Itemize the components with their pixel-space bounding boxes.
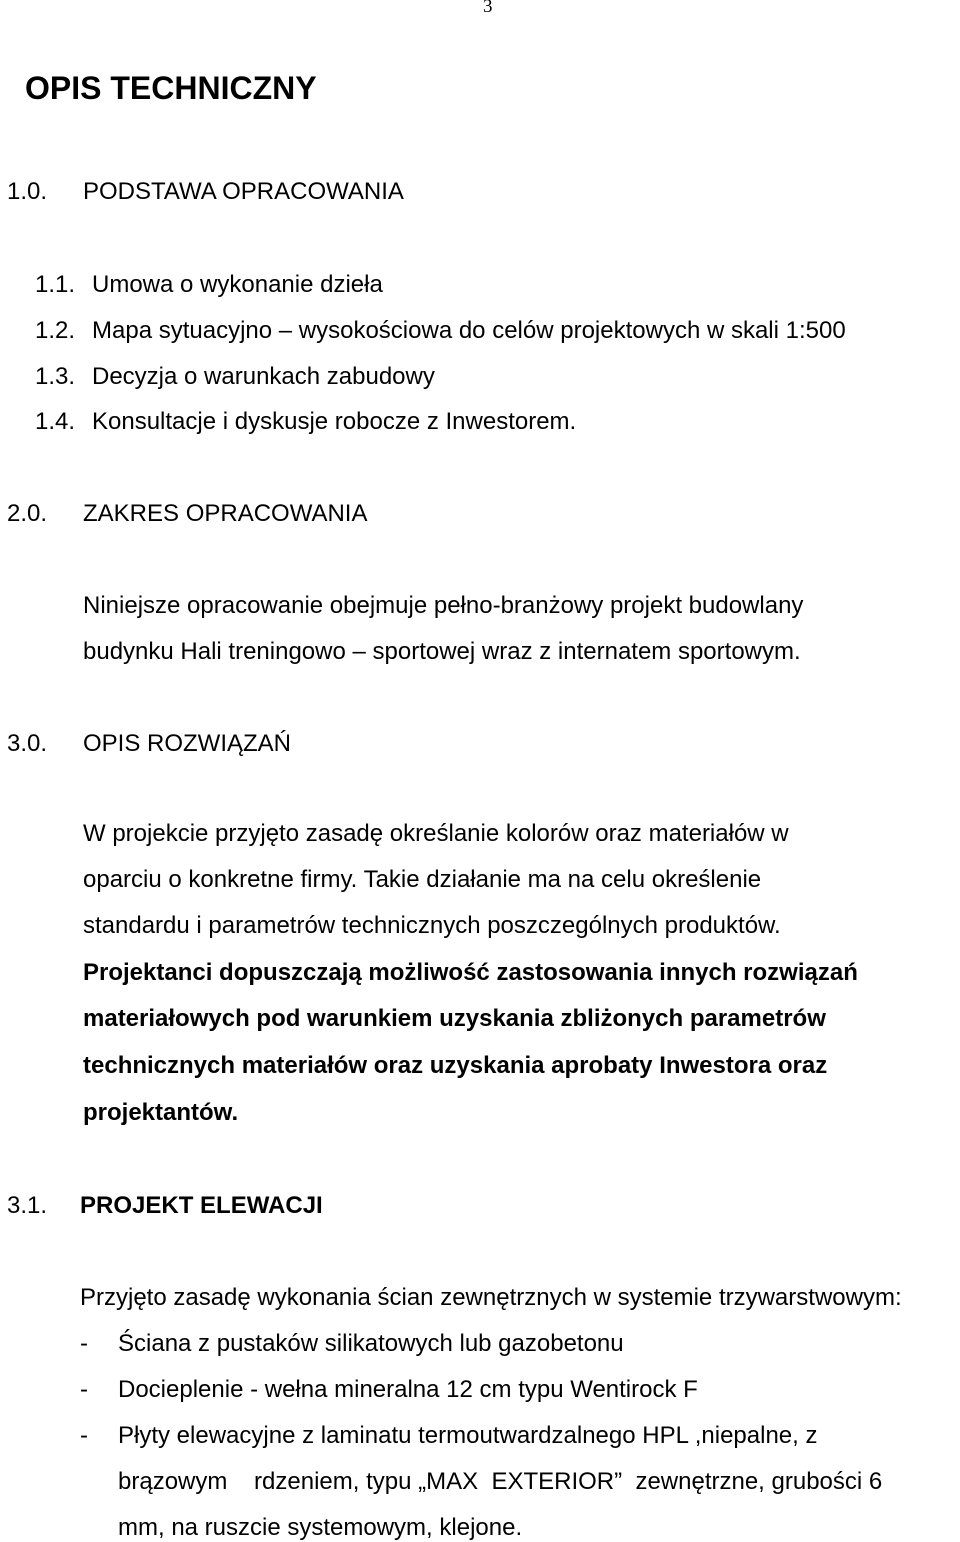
list-item-number: 1.2. <box>35 317 76 344</box>
section-number: 2.0. <box>7 500 48 527</box>
bullet-continuation: mm, na ruszcie systemowym, klejone. <box>118 1514 523 1541</box>
bold-paragraph-line: Projektanci dopuszczają możliwość zastosowania innych rozwiązań <box>83 959 858 986</box>
paragraph-line: Przyjęto zasadę wykonania ścian zewnętrznych w systemie trzywarstwowym: <box>80 1284 902 1311</box>
list-item-number: 1.4. <box>35 408 76 435</box>
list-item-text: Decyzja o warunkach zabudowy <box>92 363 435 390</box>
list-item-text: Konsultacje i dyskusje robocze z Inwestorem. <box>92 408 577 435</box>
paragraph-line: W projekcie przyjęto zasadę określanie kolorów oraz materiałów w <box>83 820 789 847</box>
list-item-text: Umowa o wykonanie dzieła <box>92 271 383 298</box>
section-number: 1.0. <box>7 178 48 205</box>
section-heading: PODSTAWA OPRACOWANIA <box>83 178 404 205</box>
bullet-dash: - <box>80 1330 88 1357</box>
bullet-text: Ściana z pustaków silikatowych lub gazobetonu <box>118 1330 624 1357</box>
bold-paragraph-line: technicznych materiałów oraz uzyskania aprobaty Inwestora oraz <box>83 1052 828 1079</box>
list-item-text: Mapa sytuacyjno – wysokościowa do celów projektowych w skali 1:500 <box>92 317 846 344</box>
section-heading: ZAKRES OPRACOWANIA <box>83 500 368 527</box>
paragraph-line: oparciu o konkretne firmy. Takie działanie ma na celu określenie <box>83 866 762 893</box>
bullet-text: Docieplenie - wełna mineralna 12 cm typu Wentirock F <box>118 1376 698 1403</box>
bullet-text: Płyty elewacyjne z laminatu termoutwardzalnego HPL ,niepalne, z <box>118 1422 818 1449</box>
page-number: 3 <box>483 0 493 17</box>
bullet-dash: - <box>80 1422 88 1449</box>
paragraph-line: budynku Hali treningowo – sportowej wraz z internatem sportowym. <box>83 638 801 665</box>
list-item-number: 1.3. <box>35 363 76 390</box>
paragraph-line: standardu i parametrów technicznych poszczególnych produktów. <box>83 912 781 939</box>
section-heading: OPIS ROZWIĄZAŃ <box>83 730 292 757</box>
section-number: 3.1. <box>7 1192 48 1219</box>
document-title: OPIS TECHNICZNY <box>25 70 317 106</box>
list-item-number: 1.1. <box>35 271 76 298</box>
bullet-dash: - <box>80 1376 88 1403</box>
bold-paragraph-line: projektantów. <box>83 1099 239 1126</box>
paragraph-line: Niniejsze opracowanie obejmuje pełno-branżowy projekt budowlany <box>83 592 804 619</box>
section-heading: PROJEKT ELEWACJI <box>80 1192 323 1219</box>
bullet-continuation: brązowym rdzeniem, typu „MAX EXTERIOR” zewnętrzne, grubości 6 <box>118 1468 883 1495</box>
section-number: 3.0. <box>7 730 48 757</box>
bold-paragraph-line: materiałowych pod warunkiem uzyskania zbliżonych parametrów <box>83 1005 826 1032</box>
